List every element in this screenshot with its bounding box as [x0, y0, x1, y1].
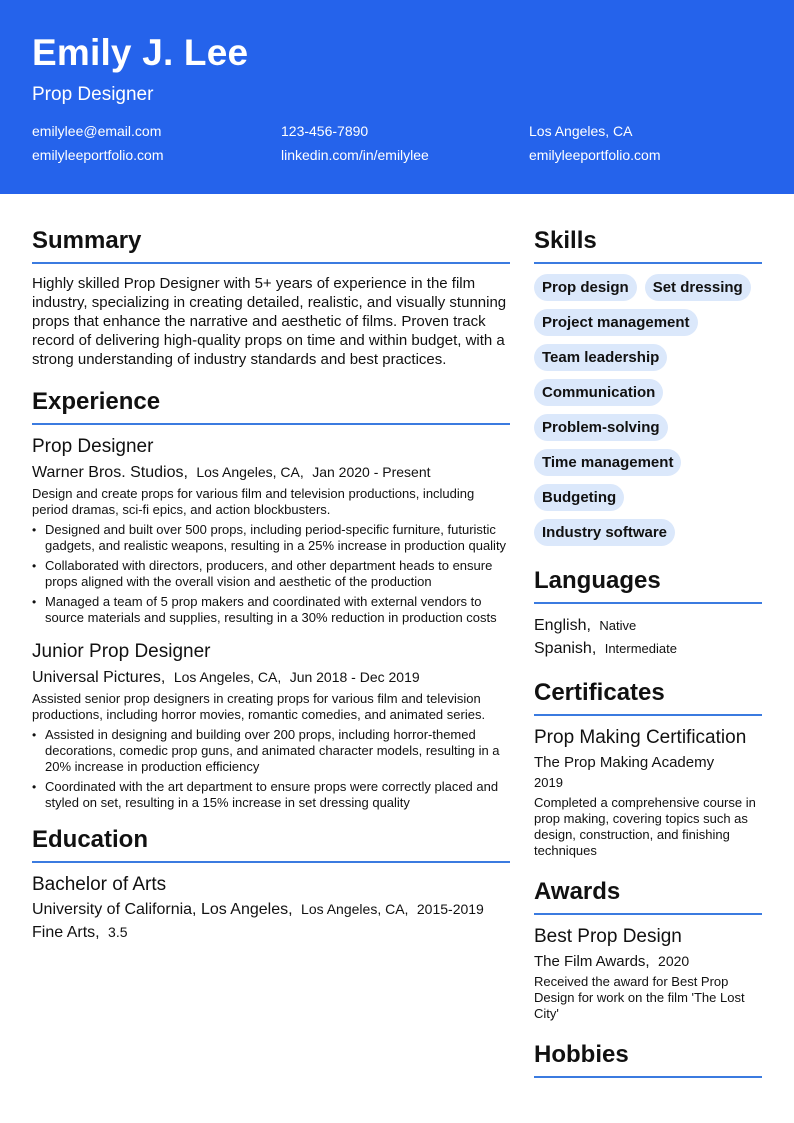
certificate-year: 2019: [534, 775, 563, 790]
award-name: Best Prop Design: [534, 926, 682, 947]
section-divider: [32, 423, 510, 425]
contact-linkedin[interactable]: linkedin.com/in/emilylee: [281, 147, 429, 163]
language-name: Spanish,: [534, 640, 597, 657]
education-section: [32, 825, 510, 943]
job-dates: Jan 2020 - Present: [312, 464, 431, 480]
job-bullet: • Designed and built over 500 props, including period-specific furniture, futuristic gadgets, and realistic weapons, resulting in a 25% increase in production quality: [32, 522, 510, 554]
job-description: Assisted senior prop designers in creating props for various film and television productions, including horror movies, romantic comedies, and animated series.: [32, 691, 486, 722]
resume-header: [0, 0, 794, 194]
award-year: 2020: [658, 953, 690, 969]
award-meta: [534, 951, 762, 972]
language-item: [534, 614, 762, 637]
certificate-description: Completed a comprehensive course in prop making, covering topics such as design, construction, and finishing techniques: [534, 795, 756, 858]
education-gpa: 3.5: [108, 924, 128, 940]
job-bullet: • Collaborated with directors, producers, and other department heads to ensure props aligned with the overall vision and aesthetic of the production: [32, 558, 510, 590]
hobbies-section: [534, 1040, 762, 1078]
summary-section: [32, 226, 510, 369]
skill-chip: Team leadership: [534, 344, 667, 371]
job-meta: [32, 462, 510, 483]
skill-chip: Budgeting: [534, 484, 624, 511]
job-description: Design and create props for various film and television productions, including period dramas, sci-fi epics, and action blockbusters.: [32, 486, 475, 517]
section-divider: [534, 602, 762, 604]
education-location: Los Angeles, CA,: [301, 901, 409, 917]
candidate-name: Emily J. Lee: [32, 32, 249, 73]
education-field: Fine Arts,: [32, 924, 100, 941]
languages-section: [534, 566, 762, 660]
job-title: Junior Prop Designer: [32, 641, 211, 662]
job-bullets: [32, 522, 510, 626]
contact-phone[interactable]: 123-456-7890: [281, 123, 369, 139]
language-name: English,: [534, 617, 591, 634]
job-company: Universal Pictures,: [32, 669, 166, 686]
experience-item: [32, 435, 510, 626]
awards-section: [534, 877, 762, 1022]
section-divider: [534, 262, 762, 264]
experience-section: [32, 387, 510, 811]
job-meta: [32, 667, 510, 688]
skill-chip: Prop design: [534, 274, 637, 301]
contact-email[interactable]: emilylee@email.com: [32, 123, 162, 139]
candidate-role: Prop Designer: [32, 84, 154, 105]
section-divider: [32, 861, 510, 863]
job-dates: Jun 2018 - Dec 2019: [289, 669, 420, 685]
education-degree: Bachelor of Arts: [32, 874, 167, 895]
award-org: The Film Awards,: [534, 953, 650, 970]
contact-location: Los Angeles, CA: [529, 123, 633, 139]
section-title-languages: Languages: [534, 567, 661, 594]
skills-list: [534, 274, 762, 546]
skill-chip: Set dressing: [645, 274, 751, 301]
certificate-name: Prop Making Certification: [534, 727, 747, 748]
section-title-awards: Awards: [534, 878, 621, 905]
section-title-hobbies: Hobbies: [534, 1041, 629, 1068]
award-description: Received the award for Best Prop Design for work on the film 'The Lost City': [534, 974, 745, 1021]
section-title-certificates: Certificates: [534, 679, 665, 706]
section-title-skills: Skills: [534, 227, 597, 254]
experience-item: [32, 640, 510, 811]
certificates-section: [534, 678, 762, 859]
skill-chip: Problem-solving: [534, 414, 668, 441]
job-bullet: • Assisted in designing and building over 200 props, including horror-themed decorations, comedic prop guns, and animated character models, resulting in a 20% increase in production efficiency: [32, 727, 510, 775]
job-company: Warner Bros. Studios,: [32, 464, 188, 481]
education-school: University of California, Los Angeles,: [32, 901, 293, 918]
skill-chip: Industry software: [534, 519, 675, 546]
summary-text: Highly skilled Prop Designer with 5+ years of experience in the film industry, specializing in creating detailed, realistic, and visually stunning props that enhance the narrative and aesthetic of films. Proven track record of delivering high-quality props on time and within budget, with a strong understanding of industry standards and best practices.: [32, 275, 507, 368]
job-location: Los Angeles, CA,: [173, 669, 282, 685]
section-title-experience: Experience: [32, 388, 161, 415]
section-title-summary: Summary: [32, 227, 142, 254]
education-meta: [32, 899, 510, 920]
skill-chip: Time management: [534, 449, 681, 476]
language-level: Native: [599, 618, 637, 633]
skills-section: [534, 226, 762, 546]
language-item: [534, 637, 762, 660]
job-location: Los Angeles, CA,: [196, 464, 304, 480]
contact-portfolio[interactable]: emilyleeportfolio.com: [529, 147, 661, 163]
section-title-education: Education: [32, 826, 149, 853]
job-bullet: • Managed a team of 5 prop makers and coordinated with external vendors to source materials and supplies, resulting in a 30% reduction in production costs: [32, 594, 510, 626]
skill-chip: Communication: [534, 379, 663, 406]
skill-chip: Project management: [534, 309, 698, 336]
education-field-row: [32, 922, 510, 943]
job-bullet: • Coordinated with the art department to ensure props were correctly placed and styled on set, resulting in a 15% increase in set dressing quality: [32, 779, 510, 811]
section-divider: [534, 714, 762, 716]
job-bullets: [32, 727, 510, 811]
section-divider: [534, 1076, 762, 1078]
language-level: Intermediate: [604, 641, 677, 656]
section-divider: [32, 262, 510, 264]
job-title: Prop Designer: [32, 436, 154, 457]
section-divider: [534, 913, 762, 915]
education-years: 2015-2019: [416, 901, 484, 917]
contact-website[interactable]: emilyleeportfolio.com: [32, 147, 164, 163]
side-column: [534, 226, 762, 1088]
certificate-org: The Prop Making Academy: [534, 754, 715, 771]
main-column: [32, 226, 510, 943]
